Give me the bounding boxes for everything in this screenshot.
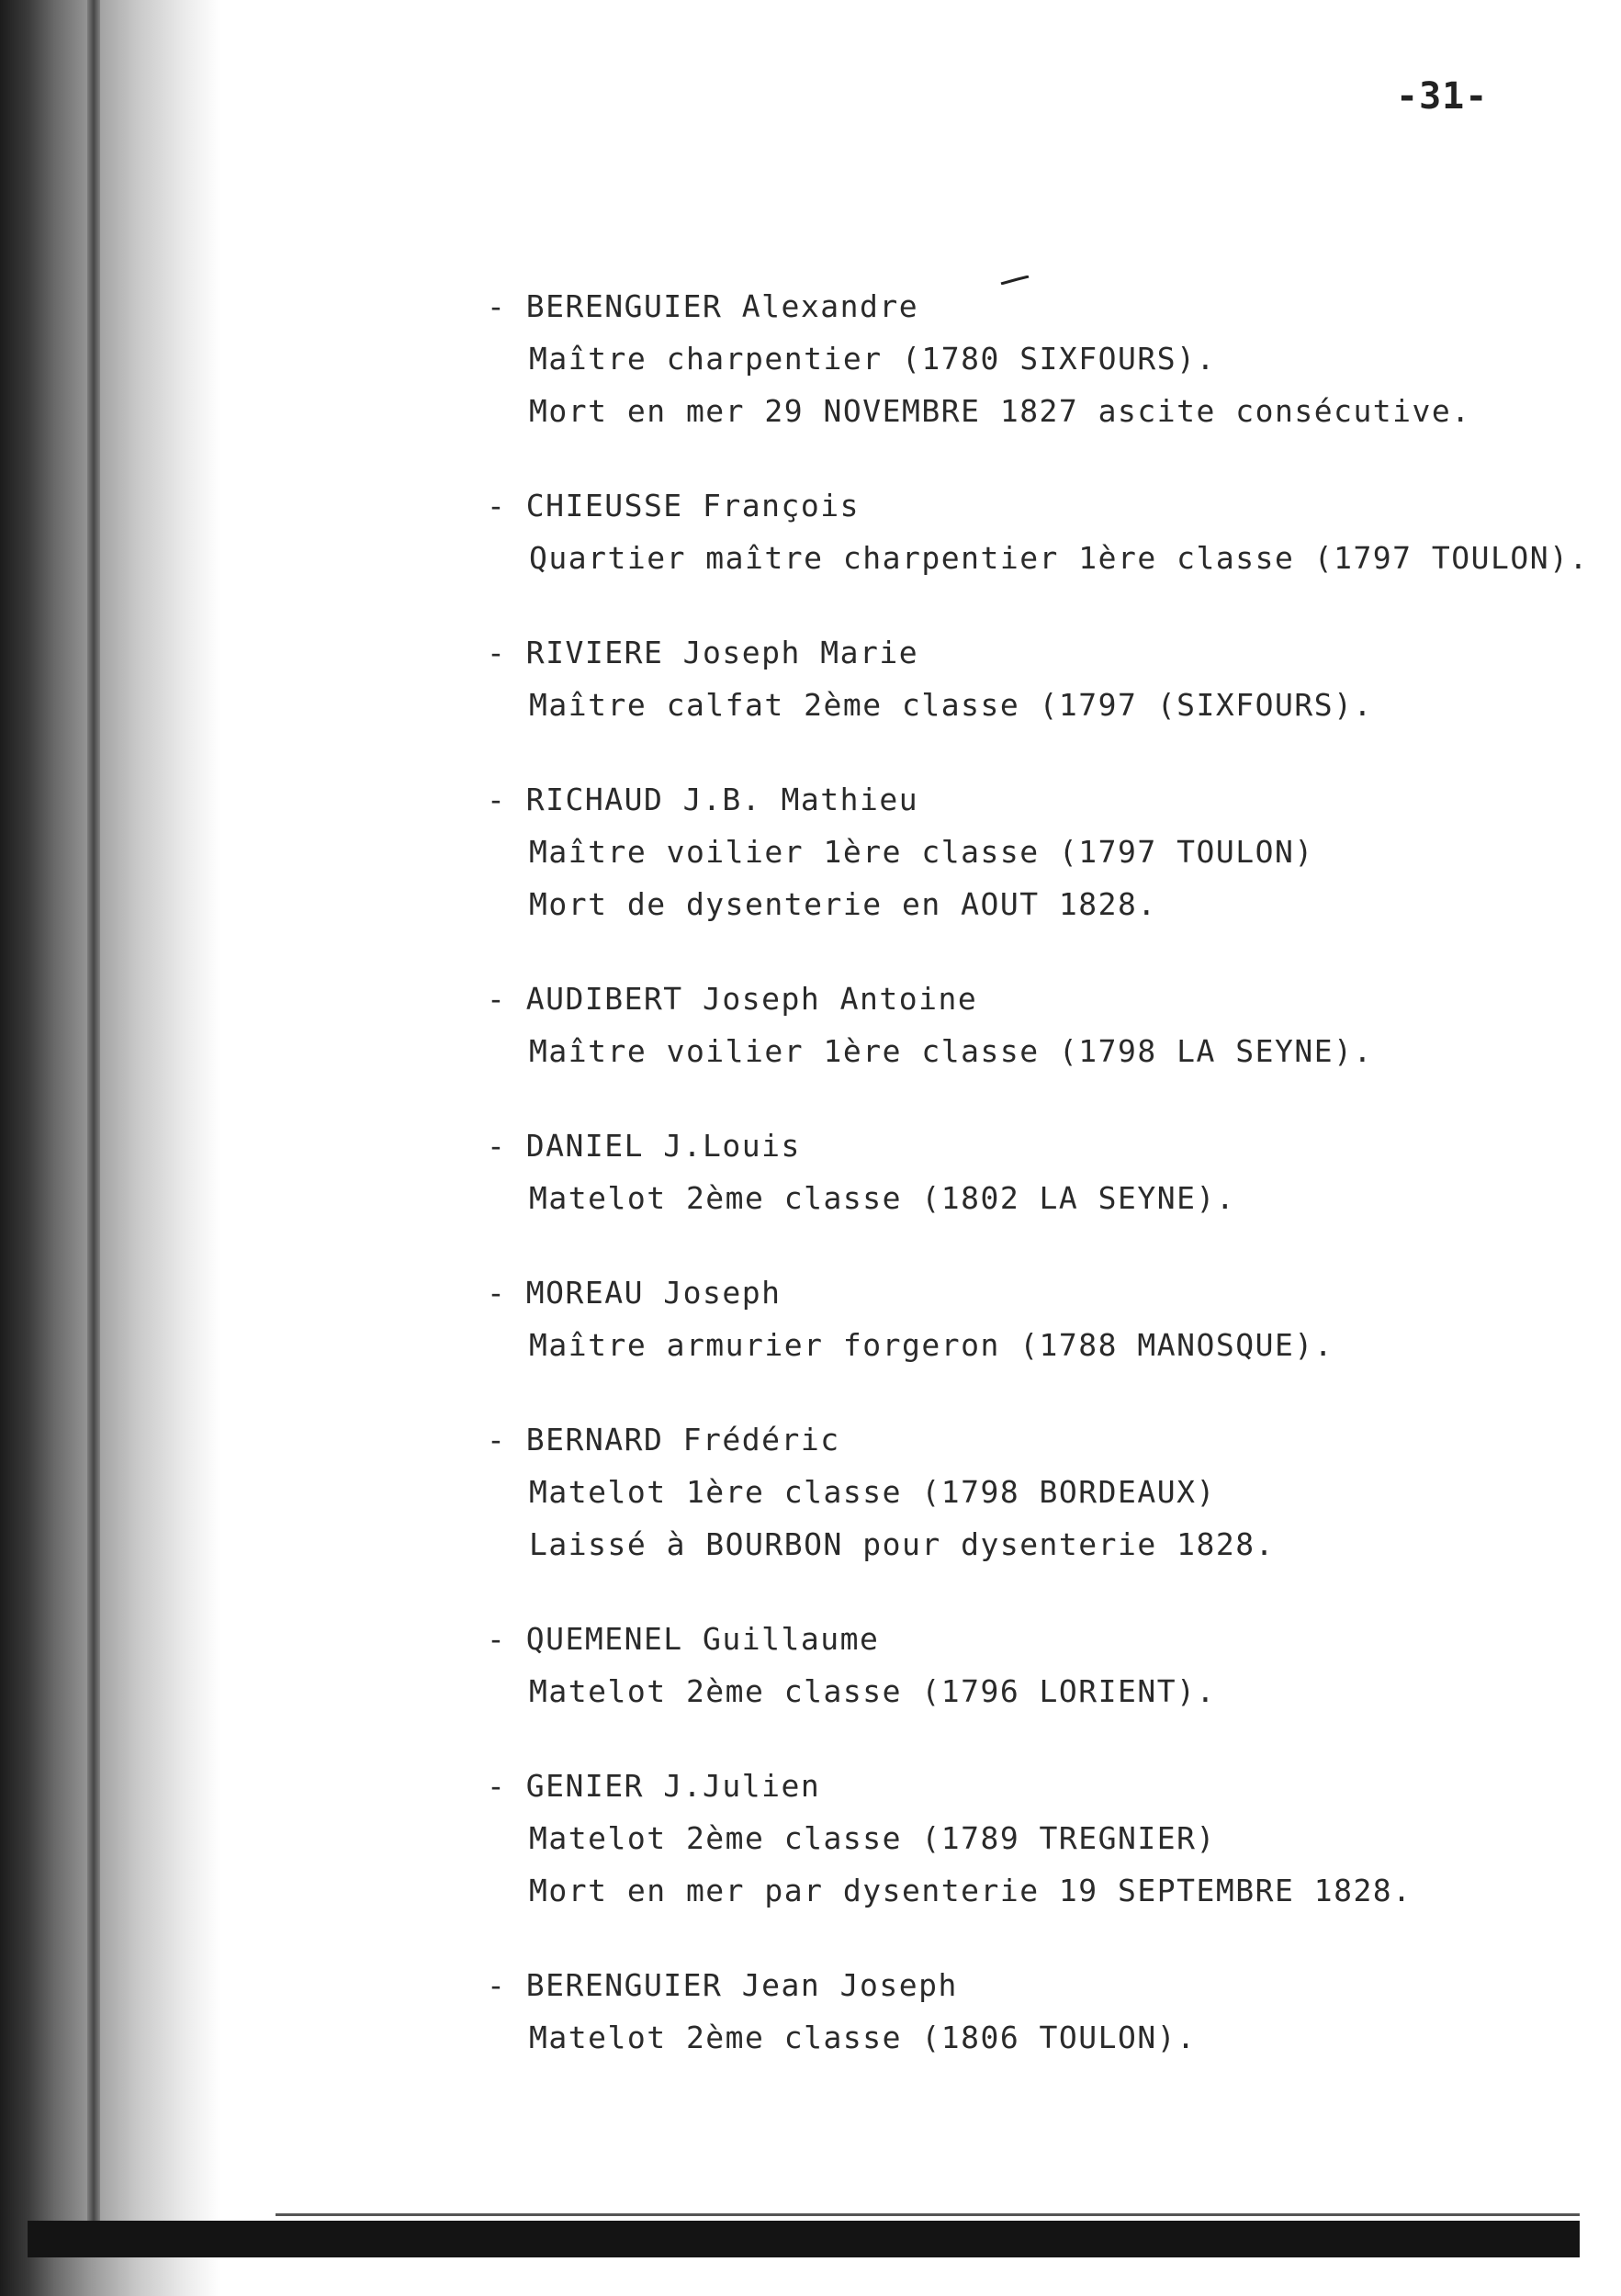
crew-entry — [487, 280, 1570, 437]
entry-detail: Matelot 2ème classe (1796 LORIENT). — [529, 1673, 1216, 1709]
crew-entry — [487, 1266, 1570, 1371]
crew-entry — [487, 1760, 1570, 1917]
entry-name: - RIVIERE Joseph Marie — [487, 635, 919, 670]
crew-entry — [487, 1413, 1570, 1570]
entry-name: - AUDIBERT Joseph Antoine — [487, 981, 978, 1017]
entry-detail: Matelot 2ème classe (1806 TOULON). — [529, 2020, 1197, 2055]
entry-detail: Maître voilier 1ère classe (1797 TOULON) — [529, 834, 1314, 870]
entry-name: - BERENGUIER Jean Joseph — [487, 1967, 958, 2003]
entry-detail: Matelot 2ème classe (1802 LA SEYNE). — [529, 1180, 1236, 1216]
crew-list — [487, 280, 1589, 2106]
entry-detail: Mort de dysenterie en AOUT 1828. — [529, 886, 1157, 922]
entry-name: - CHIEUSSE François — [487, 488, 860, 523]
crew-entry — [487, 1613, 1570, 1717]
entry-detail: Mort en mer 29 NOVEMBRE 1827 ascite consécutive. — [529, 393, 1471, 429]
entry-detail: Laissé à BOURBON pour dysenterie 1828. — [529, 1526, 1275, 1562]
scan-bottom-edge — [28, 2221, 1580, 2257]
entry-detail: Maître voilier 1ère classe (1798 LA SEYNE). — [529, 1033, 1373, 1069]
entry-name: - BERENGUIER Alexandre — [487, 288, 919, 324]
crew-entry — [487, 973, 1570, 1077]
entry-detail: Maître charpentier (1780 SIXFOURS). — [529, 341, 1216, 377]
page-number: -31- — [1396, 75, 1489, 118]
scan-edge-streak — [87, 0, 100, 2250]
entry-name: - GENIER J.Julien — [487, 1768, 821, 1804]
entry-name: - MOREAU Joseph — [487, 1275, 782, 1311]
crew-entry — [487, 1959, 1570, 2064]
crew-entry — [487, 479, 1589, 584]
entry-detail: Mort en mer par dysenterie 19 SEPTEMBRE 1828. — [529, 1873, 1413, 1908]
entry-name: - RICHAUD J.B. Mathieu — [487, 782, 919, 817]
entry-detail: Quartier maître charpentier 1ère classe (1797 TOULON). — [529, 540, 1589, 576]
crew-entry — [487, 773, 1570, 930]
entry-detail: Matelot 2ème classe (1789 TREGNIER) — [529, 1820, 1216, 1856]
entry-name: - BERNARD Frédéric — [487, 1422, 840, 1458]
bottom-rule — [276, 2213, 1580, 2216]
entry-name: - QUEMENEL Guillaume — [487, 1621, 880, 1657]
entry-detail: Maître calfat 2ème classe (1797 (SIXFOURS). — [529, 687, 1373, 723]
crew-entry — [487, 626, 1570, 731]
entry-name: - DANIEL J.Louis — [487, 1128, 801, 1164]
scan-edge-shadow — [0, 0, 220, 2296]
entry-detail: Matelot 1ère classe (1798 BORDEAUX) — [529, 1474, 1216, 1510]
crew-entry — [487, 1120, 1570, 1224]
entry-detail: Maître armurier forgeron (1788 MANOSQUE). — [529, 1327, 1334, 1363]
